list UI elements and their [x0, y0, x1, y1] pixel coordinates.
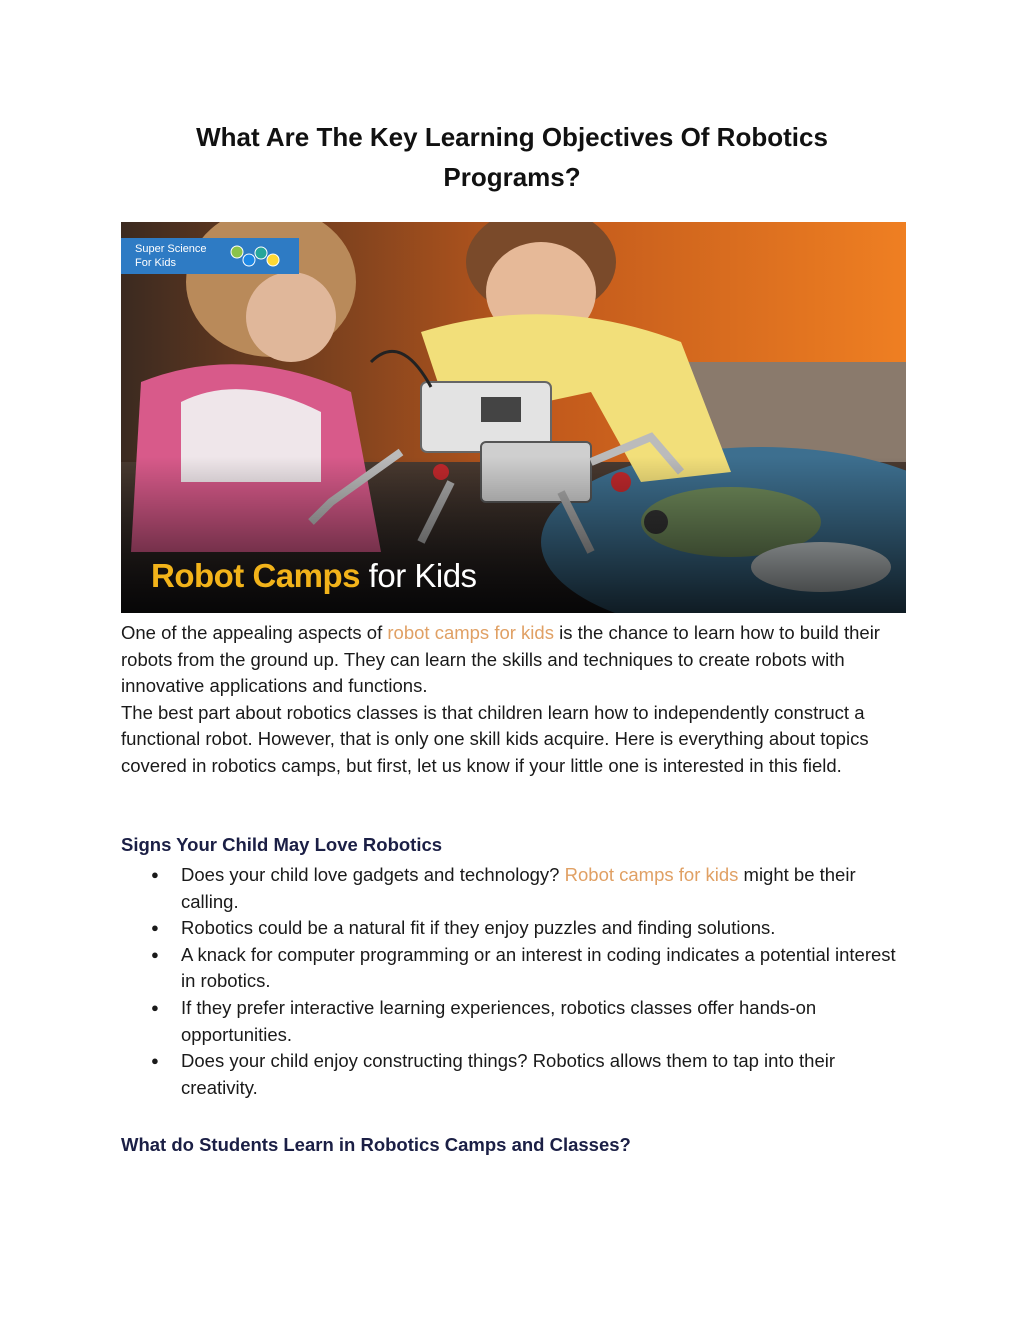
bullet-icon: ●	[151, 999, 159, 1015]
hero-image	[121, 222, 906, 613]
list-item-text: Does your child love gadgets and technology?	[181, 864, 565, 885]
list-item	[121, 862, 911, 915]
bullet-icon: ●	[151, 920, 159, 936]
list-item-text-end: might be their calling.	[181, 864, 856, 912]
page-title: What Are The Key Learning Objectives Of Robotics Programs?	[196, 122, 828, 192]
robot-camps-link[interactable]: robot camps for kids	[387, 622, 554, 643]
intro-paragraph-2: The best part about robotics classes is that children learn how to independently construct a functional robot. However, that is only one skill kids acquire. Here is everything about topics covered in robotics camps, but first, let us know if your little one is interested in this field.	[121, 701, 869, 776]
list-item	[121, 995, 911, 1048]
list-item-text: A knack for computer programming or an interest in coding indicates a potential interest in robotics.	[181, 943, 896, 992]
section-heading-learn: What do Students Learn in Robotics Camps and Classes?	[121, 1134, 631, 1155]
brand-badge-line2: For Kids	[135, 257, 176, 269]
gears-icon	[227, 244, 287, 268]
intro-p1-text-end: is the chance to learn how to build their robots from the ground up. They can learn the skills and techniques to create robots with innovative applications and functions.	[121, 622, 880, 697]
list-item-text: Does your child enjoy constructing things? Robotics allows them to tap into their creativity.	[181, 1050, 836, 1098]
bullet-icon: ●	[151, 946, 159, 962]
list-item	[121, 915, 911, 942]
intro-paragraph-1	[121, 620, 911, 700]
list-item	[121, 942, 911, 995]
list-item-text: If they prefer interactive learning experiences, robotics classes offer hands-on opportunities.	[181, 996, 817, 1045]
bullet-icon: ●	[151, 1053, 159, 1069]
hero-title	[151, 557, 477, 595]
intro-text	[121, 620, 911, 780]
bullet-icon: ●	[151, 867, 159, 882]
hero-title-bold: Robot Camps	[151, 557, 360, 594]
list-item	[121, 1048, 911, 1101]
hero-illustration	[121, 222, 906, 613]
brand-badge	[121, 238, 299, 274]
signs-list	[121, 862, 911, 1101]
robot-camps-link-2[interactable]: Robot camps for kids	[564, 864, 739, 885]
intro-p1-text: One of the appealing aspects of	[121, 622, 388, 643]
list-item-text: Robotics could be a natural fit if they enjoy puzzles and finding solutions.	[181, 917, 776, 939]
section-heading-signs: Signs Your Child May Love Robotics	[121, 834, 443, 855]
hero-title-rest: for Kids	[368, 557, 477, 594]
brand-badge-line1: Super Science	[135, 243, 207, 255]
